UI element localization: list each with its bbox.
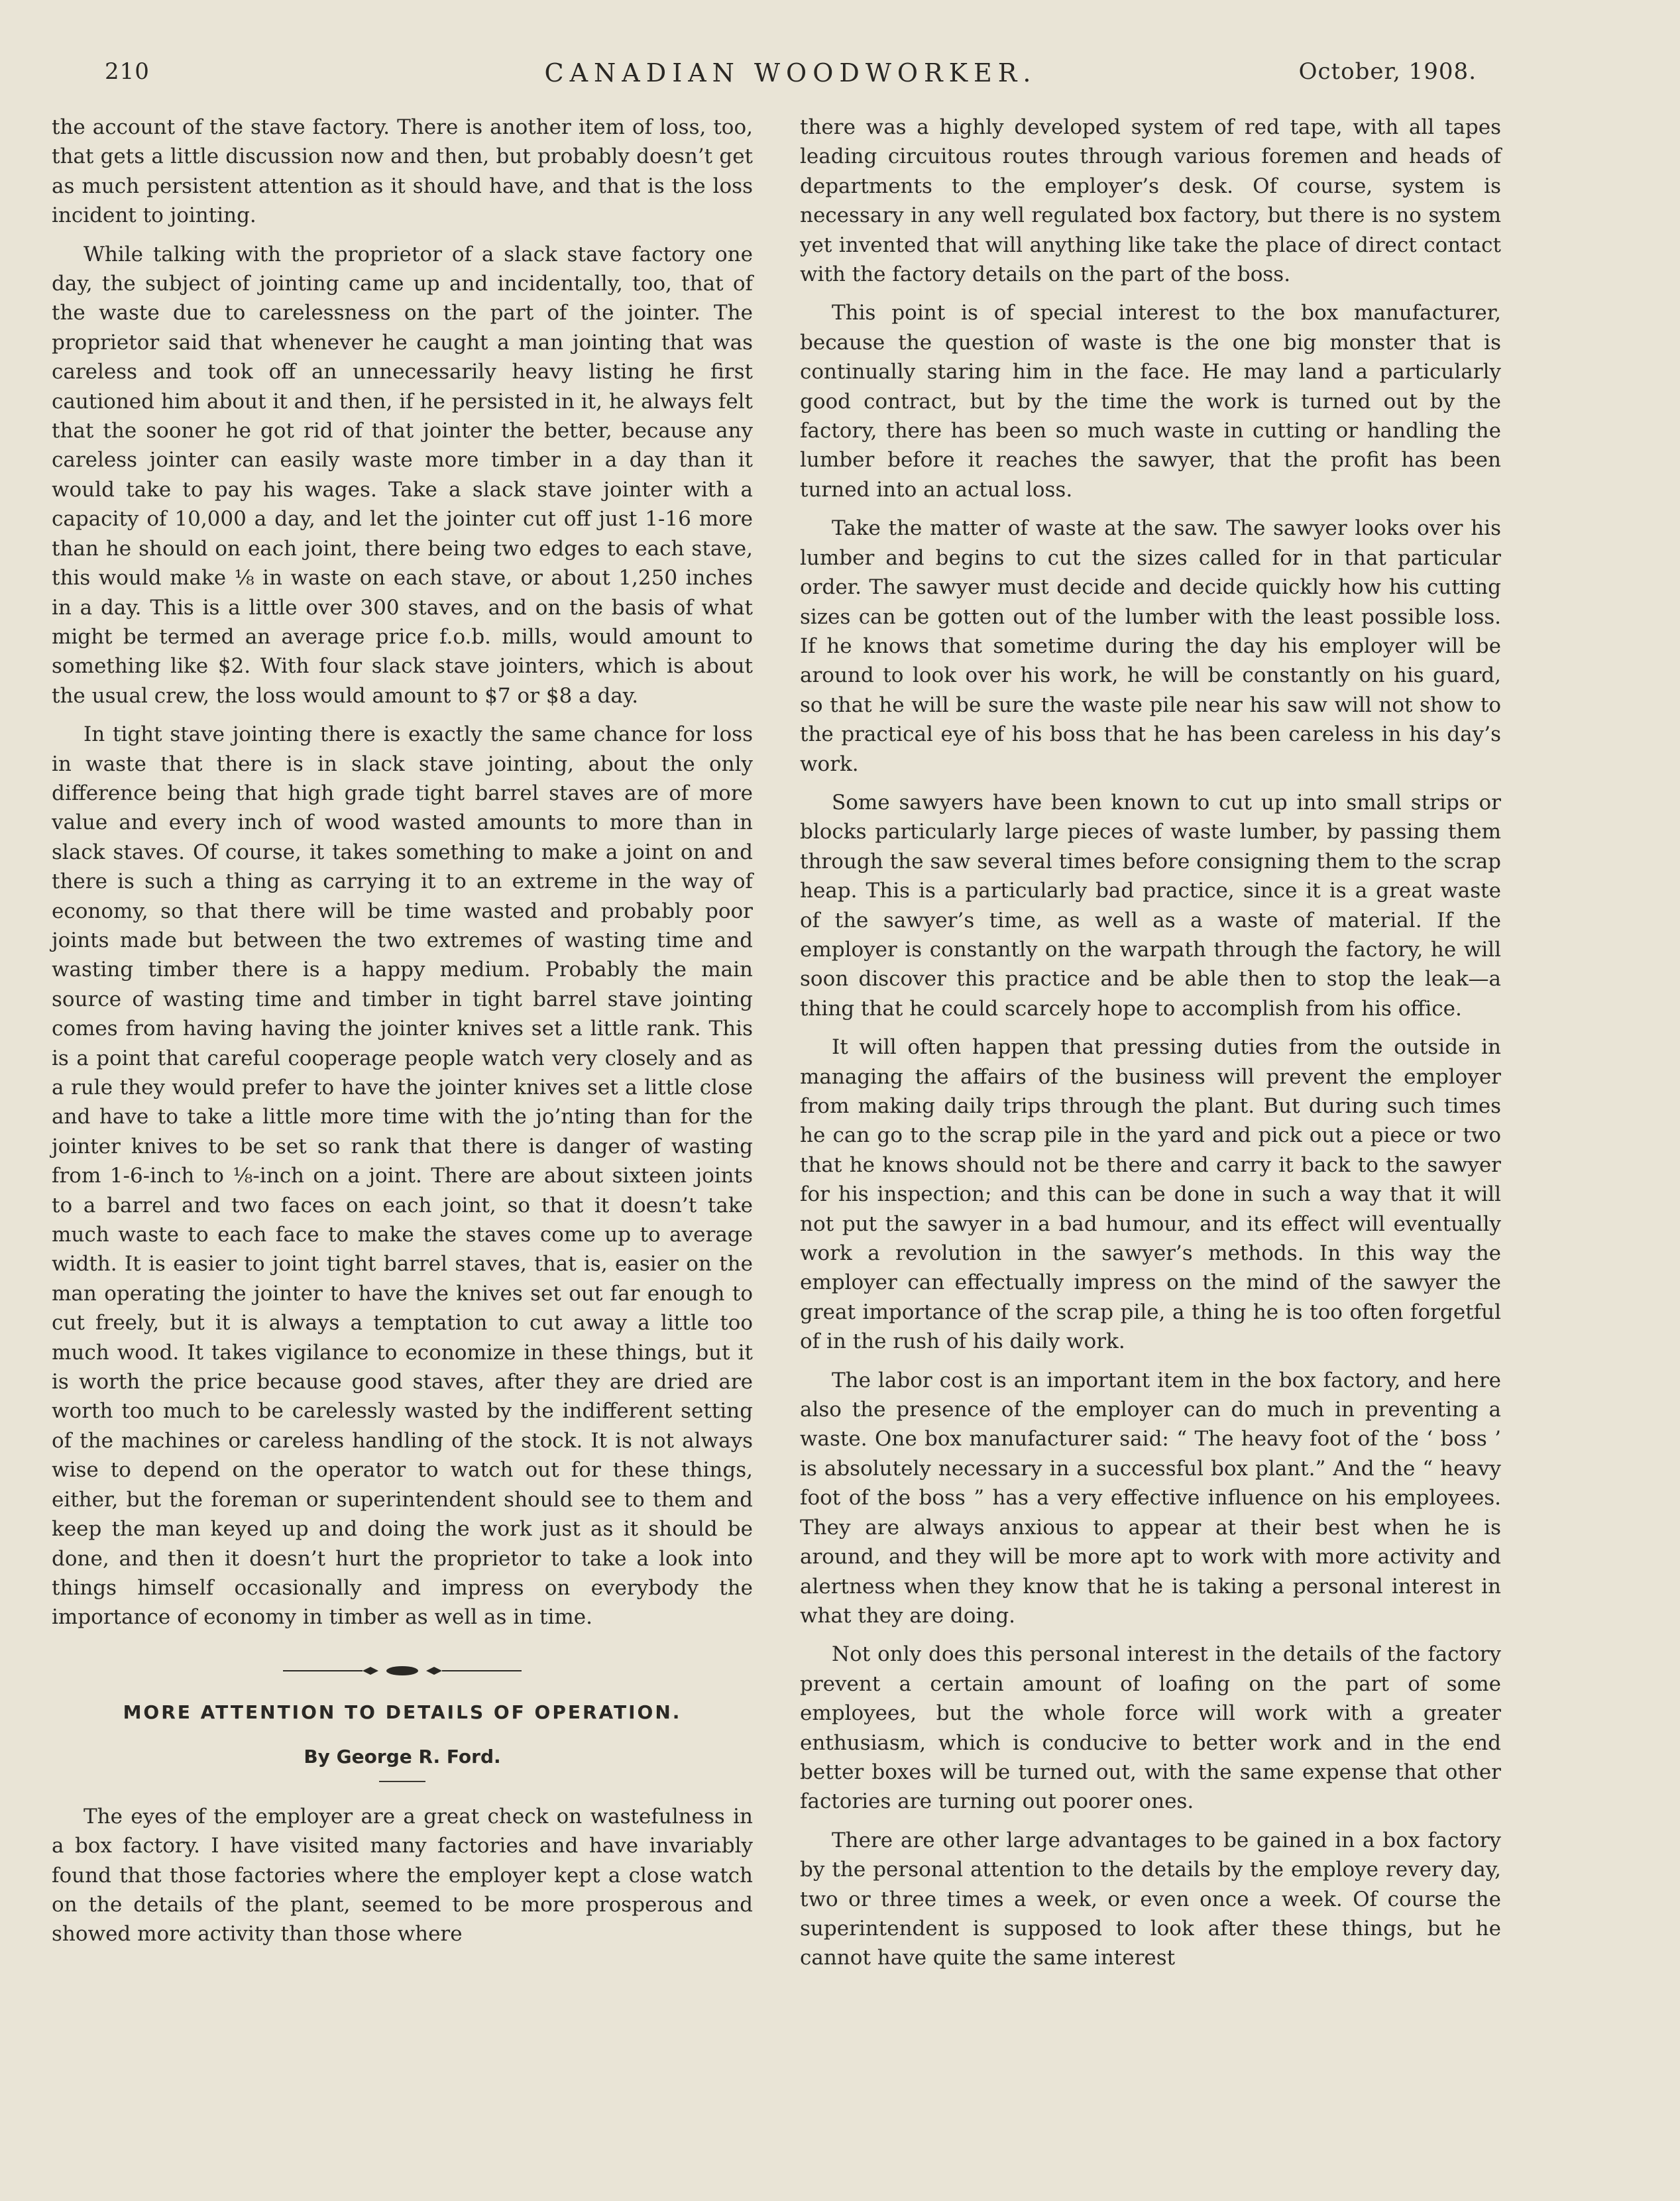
page-header	[105, 58, 1477, 95]
paragraph: there was a highly developed system of red tape, with all tapes leading circuitous routes through various foremen and heads of departments to the employer’s desk. Of course, system is necessary in any well regulated box factory, but there is no system yet invented that will anything like take the place of direct contact with the factory details on the part of the boss.	[800, 115, 1501, 287]
page-number: 210	[105, 58, 150, 85]
journal-title: CANADIAN WOODWORKER.	[544, 58, 1037, 87]
paragraph: Take the matter of waste at the saw. The sawyer looks over his lumber and begins to cut the sizes called for in that particular order. The sawyer must decide and decide quickly how his cutting sizes can be gotten out of the lumber with the least possible loss. If he knows that sometime during the day his employer will be around to look over his work, he will be constantly on his guard, so that he will be sure the waste pile near his saw will not show to the practical eye of his boss that he has been careless in his day’s work.	[800, 516, 1501, 776]
paragraph: This point is of special interest to the box manufacturer, because the question of waste is the one big monster that is continually staring him in the face. He may land a particularly good contract, but by the time the work is turned out by the factory, there has been so much waste in cutting or handling the lumber before it reaches the sawyer, that the profit has been turned into an actual loss.	[800, 301, 1501, 502]
paragraph: Some sawyers have been known to cut up into small strips or blocks particularly large pieces of waste lumber, by passing them through the saw several times before consigning them to the scrap heap. This is a particularly bad practice, since it is a great waste of the sawyer’s time, as well as a waste of material. If the employer is constantly on the warpath through the factory, he will soon discover this practice and be able then to stop the leak—a thing that he could scarcely hope to accomplish from his office.	[800, 790, 1501, 1021]
issue-date: October, 1908.	[1298, 58, 1477, 85]
paragraph: There are other large advantages to be gained in a box factory by the personal attention to the details by the employe revery day, two or three times a week, or even once a week. Of course the superintendent is supposed to look after these things, but he cannot have quite the same interest	[800, 1828, 1501, 1970]
ornament-rule-icon	[283, 1664, 522, 1677]
right-column	[800, 113, 1501, 1982]
paragraph: The labor cost is an important item in the box factory, and here also the presence of the employer can do much in preventing a waste. One box manufacturer said: “ The heavy foot of the ‘ boss ’ is absolutely necessary in a successful box plant.” And the “ heavy foot of the boss ” has a very effective influence on his employees. They are always anxious to appear at their best when he is around, and they will be more apt to work with more activity and alertness when they know that he is taking a personal interest in what they are doing.	[800, 1368, 1501, 1628]
paragraph: the account of the stave factory. There is another item of loss, too, that gets a little discussion now and then, but probably doesn’t get as much persistent attention as it should have, and that is the loss incident to jointing.	[52, 115, 753, 228]
paragraph: In tight stave jointing there is exactly the same chance for loss in waste that there is in slack stave jointing, about the only difference being that high grade tight barrel staves are of more value and every inch of wood wasted amounts to more than in slack staves. Of course, it takes something to make a joint on and there is such a thing as carrying it to an extreme in the way of economy, so that there will be time wasted and probably poor joints made but between the two extremes of wasting time and wasting timber there is a happy medium. Probably the main source of wasting time and timber in tight barrel stave jointing comes from having having the jointer knives set a little rank. This is a point that careful cooperage people watch very closely and as a rule they would prefer to have the jointer knives set a little close and have to take a little more time with the jo’nting than for the jointer knives to be set so rank that there is danger of wasting from 1-6-inch to ⅛-inch on a joint. There are about sixteen joints to a barrel and two faces on each joint, so that it doesn’t take much waste to each face to make the staves come up to average width. It is easier to joint tight barrel staves, that is, easier on the man operating the jointer to have the knives set out far enough to cut freely, but it is always a temptation to cut away a little too much wood. It takes vigilance to economize in these things, but it is worth the price because good staves, after they are dried are worth too much to be carelessly wasted by the indifferent setting of the machines or careless handling of the stock. It is not always wise to depend on the operator to watch out for these things, either, but the foreman or superintendent should see to them and keep the man keyed up and doing the work just as it should be done, and then it doesn’t hurt the proprietor to take a look into things himself occasionally and impress on everybody the importance of economy in timber as well as in time.	[52, 722, 753, 1630]
paragraph: The eyes of the employer are a great check on wastefulness in a box factory. I have visited many factories and have invariably found that those factories where the employer kept a close watch on the details of the plant, seemed to be more prosperous and showed more activity than those where	[52, 1804, 753, 1947]
article-title: MORE ATTENTION TO DETAILS OF OPERATION.	[123, 1701, 682, 1723]
section-divider-ornament	[52, 1664, 753, 1677]
paragraph: While talking with the proprietor of a slack stave factory one day, the subject of jointing came up and incidentally, too, that of the waste due to carelessness on the part of the jointer. The proprietor said that whenever he caught a man jointing that was careless and took off an unnecessarily heavy listing he first cautioned him about it and then, if he persisted in it, he always felt that the sooner he got rid of that jointer the better, because any careless jointer can easily waste more timber in a day than it would take to pay his wages. Take a slack stave jointer with a capacity of 10,000 a day, and let the jointer cut off just 1-16 more than he should on each joint, there being two edges to each stave, this would make ⅛ in waste on each stave, or about 1,250 inches in a day. This is a little over 300 staves, and on the basis of what might be termed an average price f.o.b. mills, would amount to something like $2. With four slack stave jointers, which is about the usual crew, the loss would amount to $7 or $8 a day.	[52, 242, 753, 708]
paragraph: Not only does this personal interest in the details of the factory prevent a certain amount of loafing on the part of some employees, but the whole force will work with a greater enthusiasm, which is conducive to better work and in the end better boxes will be turned out, with the same expense that other factories are turning out poorer ones.	[800, 1642, 1501, 1814]
left-column	[52, 113, 753, 1958]
paragraph: It will often happen that pressing duties from the outside in managing the affairs of the business will prevent the employer from making daily trips through the plant. But during such times he can go to the scrap pile in the yard and pick out a piece or two that he knows should not be there and carry it back to the sawyer for his inspection; and this can be done in such a way that it will not put the sawyer in a bad humour, and its effect will eventually work a revolution in the sawyer’s methods. In this way the employer can effectually impress on the mind of the sawyer the great importance of the scrap pile, a thing he is too often forgetful of in the rush of his daily work.	[800, 1035, 1501, 1354]
article-byline: By George R. Ford.	[304, 1745, 501, 1768]
byline-rule	[379, 1781, 425, 1782]
